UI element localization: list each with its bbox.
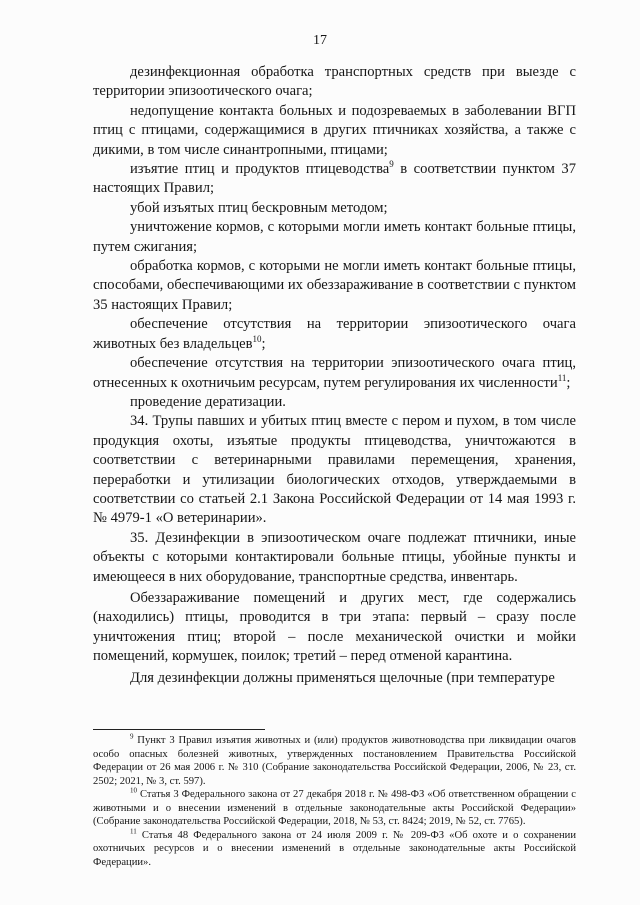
footnote-ref: 9 xyxy=(389,159,394,170)
paragraph: дезинфекционная обработка транспортных средств при выезде с территории эпизоотического очага; xyxy=(93,64,576,100)
footnote xyxy=(93,826,576,870)
footnote-text: Статья 48 Федерального закона от 24 июля 2009 г. № 209-ФЗ «Об охоте и о сохранении охотничьих ресурсов и о внесении изменений в отдельные законодательные акты Российской Федерации». xyxy=(93,829,576,868)
paragraph xyxy=(93,315,576,354)
page-number: 17 xyxy=(313,33,327,48)
paragraph: обработка кормов, с которыми не могли иметь контакт больные птицы, способами, обеспечивающими их обеззараживание в соответствии с пунктом 35 настоящих Правил; xyxy=(93,258,576,313)
footnote-text: Пункт 3 Правил изъятия животных и (или) продуктов животноводства при ликвидации очагов особо опасных болезней животных, утвержденных постановлением Правительства Российской Федерации от 26 мая 2006 г. № 310 (Собрание законодательства Российской Федерации, 2006, № 23, ст. 2502; 2021, № 3, ст. 597). xyxy=(93,735,576,787)
paragraph-text: обеспечение отсутствия на территории эпизоотического очага животных без владельцев xyxy=(93,316,576,352)
paragraph xyxy=(93,354,576,393)
paragraph: проведение дератизации. xyxy=(130,393,286,410)
footnote xyxy=(93,788,576,829)
paragraph-text: в соответствии пунктом 37 настоящих Правил; xyxy=(93,161,577,197)
footnote xyxy=(93,734,576,788)
paragraph-text: обеспечение отсутствия на территории эпизоотического очага птиц, отнесенных к охотничьим ресурсам, путем регулирования их численности xyxy=(93,355,576,391)
footnote-separator xyxy=(93,729,265,730)
paragraph xyxy=(93,160,576,199)
paragraph: Обеззараживание помещений и других мест, где содержались (находились) птицы, проводится в три этапа: первый – сразу после уничтожения птиц; второй – после механической очистки и мойки помещений, кормушек, поилок; третий – перед отменой карантина. xyxy=(93,589,576,665)
footnote-ref: 11 xyxy=(557,372,567,383)
paragraph-text: ; xyxy=(566,374,571,391)
footnote-text: Статья 3 Федерального закона от 27 декабря 2018 г. № 498-ФЗ «Об ответственном обращении с животными и о внесении изменений в отдельные законодательные акты Российской Федерации» (Собрание законодательства Российской Федерации, 2018, № 53, ст. 8424; 2019, № 52, ст. 7765). xyxy=(93,789,576,827)
footnote-ref: 10 xyxy=(252,333,262,344)
paragraph: уничтожение кормов, с которыми могли иметь контакт больные птицы, путем сжигания; xyxy=(93,219,576,255)
footnote-number: 11 xyxy=(130,826,137,835)
footnote-number: 9 xyxy=(130,732,134,741)
paragraph-35: 35. Дезинфекции в эпизоотическом очаге подлежат птичники, иные объекты с которыми контактировали больные птицы, убойные пункты и имеющееся в них оборудование, транспортные средства, инвентарь. xyxy=(93,529,576,585)
footnote-number: 10 xyxy=(130,786,137,795)
paragraph: недопущение контакта больных и подозреваемых в заболевании ВГП птиц с птицами, содержащимися в других птичниках хозяйства, а также с дикими, в том числе синантропными, птицами; xyxy=(93,102,576,158)
footnotes xyxy=(93,734,576,869)
paragraph-34: 34. Трупы павших и убитых птиц вместе с пером и пухом, в том числе продукция охоты, изъятые продукты птицеводства, уничтожаются в соответствии с ветеринарными правилами перемещения, хранения, переработки и утилизации биологических отходов, утверждаемыми в соответствии со статьей 2.1 Закона Российской Федерации от 14 мая 1993 г. № 4979-1 «О ветеринарии». xyxy=(93,413,576,527)
paragraph: убой изъятых птиц бескровным методом; xyxy=(130,199,388,216)
paragraph-text: ; xyxy=(261,335,266,352)
body-text xyxy=(93,63,576,688)
paragraph: Для дезинфекции должны применяться щелочные (при температуре xyxy=(130,669,555,686)
paragraph-text: изъятие птиц и продуктов птицеводства xyxy=(130,161,390,178)
